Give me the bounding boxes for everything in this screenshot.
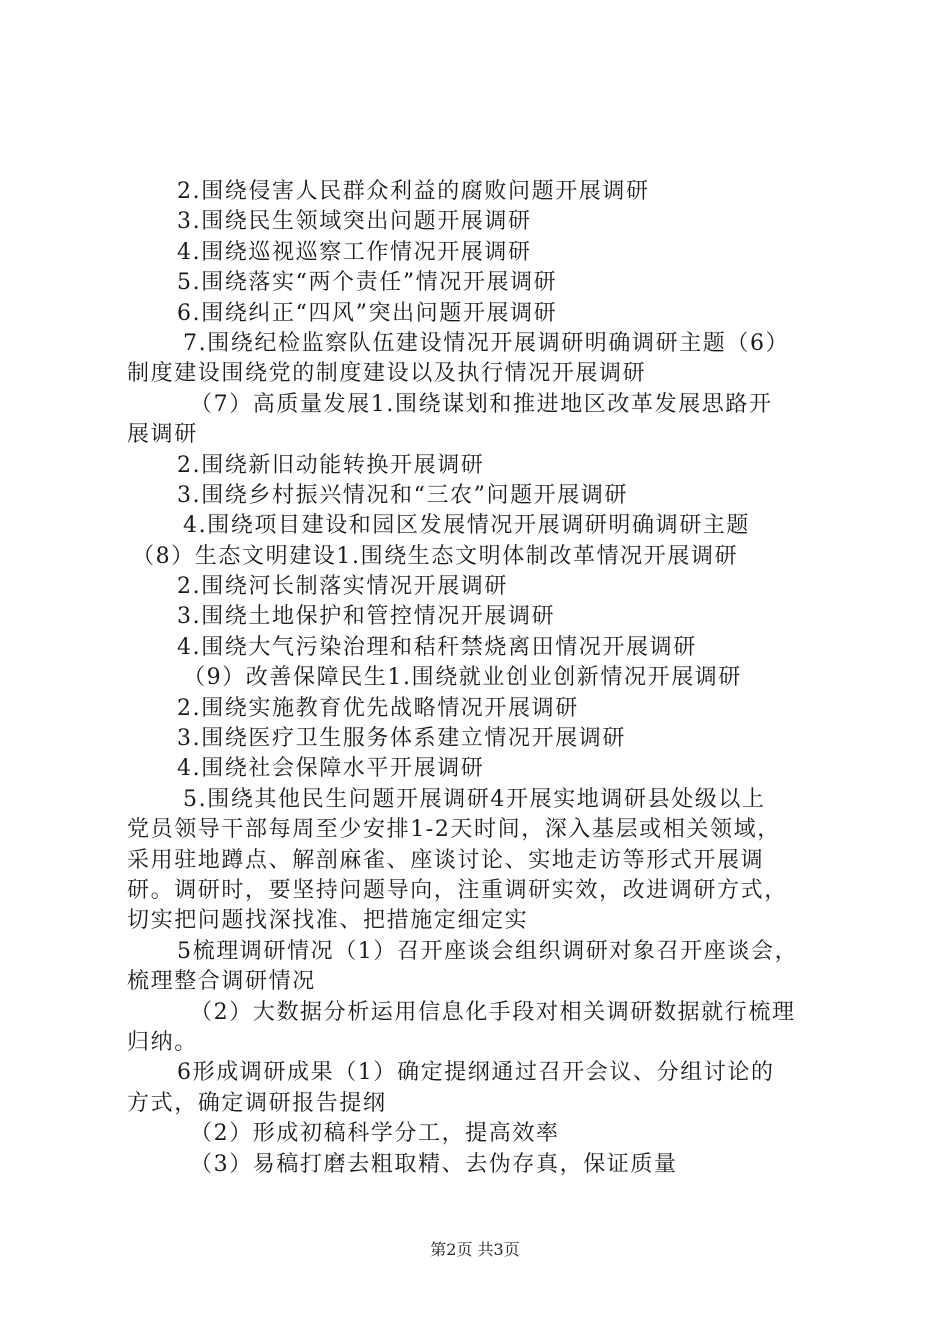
text-line: 2.围绕实施教育优先战略情况开展调研 [177, 695, 579, 721]
text-line: 3.围绕医疗卫生服务体系建立情况开展调研 [177, 726, 626, 752]
page-footer [0, 1240, 950, 1260]
text-line: 采用驻地蹲点、解剖麻雀、座谈讨论、实地走访等形式开展调 [127, 847, 765, 873]
text-line: （3）易稿打磨去粗取精、去伪存真，保证质量 [190, 1151, 678, 1177]
text-line: 5.围绕落实“两个责任”情况开展调研 [177, 270, 558, 296]
text-line: 2.围绕河长制落实情况开展调研 [177, 574, 508, 600]
text-line: 5.围绕其他民生问题开展调研4开展实地调研县处级以上 [183, 786, 766, 812]
text-line: 梳理整合调研情况 [127, 969, 316, 995]
text-line: （7）高质量发展1.围绕谋划和推进地区改革发展思路开 [190, 391, 773, 417]
text-line: （8）生态文明建设1.围绕生态文明体制改革情况开展调研 [132, 543, 739, 569]
text-line: （9）改善保障民生1.围绕就业创业创新情况开展调研 [183, 665, 742, 691]
text-line: 2.围绕新旧动能转换开展调研 [177, 452, 485, 478]
text-line: 2.围绕侵害人民群众利益的腐败问题开展调研 [177, 179, 650, 204]
text-line: （2）大数据分析运用信息化手段对相关调研数据就行梳理 [190, 999, 796, 1025]
text-line: 4.围绕大气污染治理和秸秆禁烧离田情况开展调研 [177, 634, 697, 660]
text-line: 4.围绕巡视巡察工作情况开展调研 [177, 239, 532, 265]
text-line: 3.围绕民生领域突出问题开展调研 [177, 209, 532, 235]
text-line: （2）形成初稿科学分工，提高效率 [190, 1121, 560, 1147]
text-line: 切实把问题找深找准、把措施定细定实 [127, 908, 529, 934]
page-number: 第2页 共3页 [430, 1240, 520, 1259]
text-line: 7.围绕纪检监察队伍建设情况开展调研明确调研主题（6） [183, 330, 790, 356]
text-line: 5梳理调研情况（1）召开座谈会组织调研对象召开座谈会， [177, 938, 799, 964]
text-line: 6形成调研成果（1）确定提纲通过召开会议、分组讨论的 [177, 1060, 775, 1086]
text-line: 4.围绕社会保障水平开展调研 [177, 756, 485, 782]
text-line: 制度建设围绕党的制度建设以及执行情况开展调研 [127, 361, 647, 387]
text-line: 3.围绕土地保护和管控情况开展调研 [177, 604, 556, 630]
text-line: 方式，确定调研报告提纲 [127, 1090, 387, 1116]
text-line: 3.围绕乡村振兴情况和“三农”问题开展调研 [177, 482, 629, 508]
text-line: 展调研 [127, 422, 198, 448]
text-line: 4.围绕项目建设和园区发展情况开展调研明确调研主题 [183, 513, 750, 539]
text-line: 归纳。 [127, 1029, 198, 1055]
text-line: 党员领导干部每周至少安排1-2天时间，深入基层或相关领域， [127, 817, 781, 843]
document-body [127, 177, 837, 1180]
text-line: 研。调研时，要坚持问题导向，注重调研实效，改进调研方式， [127, 877, 788, 903]
text-line: 6.围绕纠正“四风”突出问题开展调研 [177, 300, 558, 326]
